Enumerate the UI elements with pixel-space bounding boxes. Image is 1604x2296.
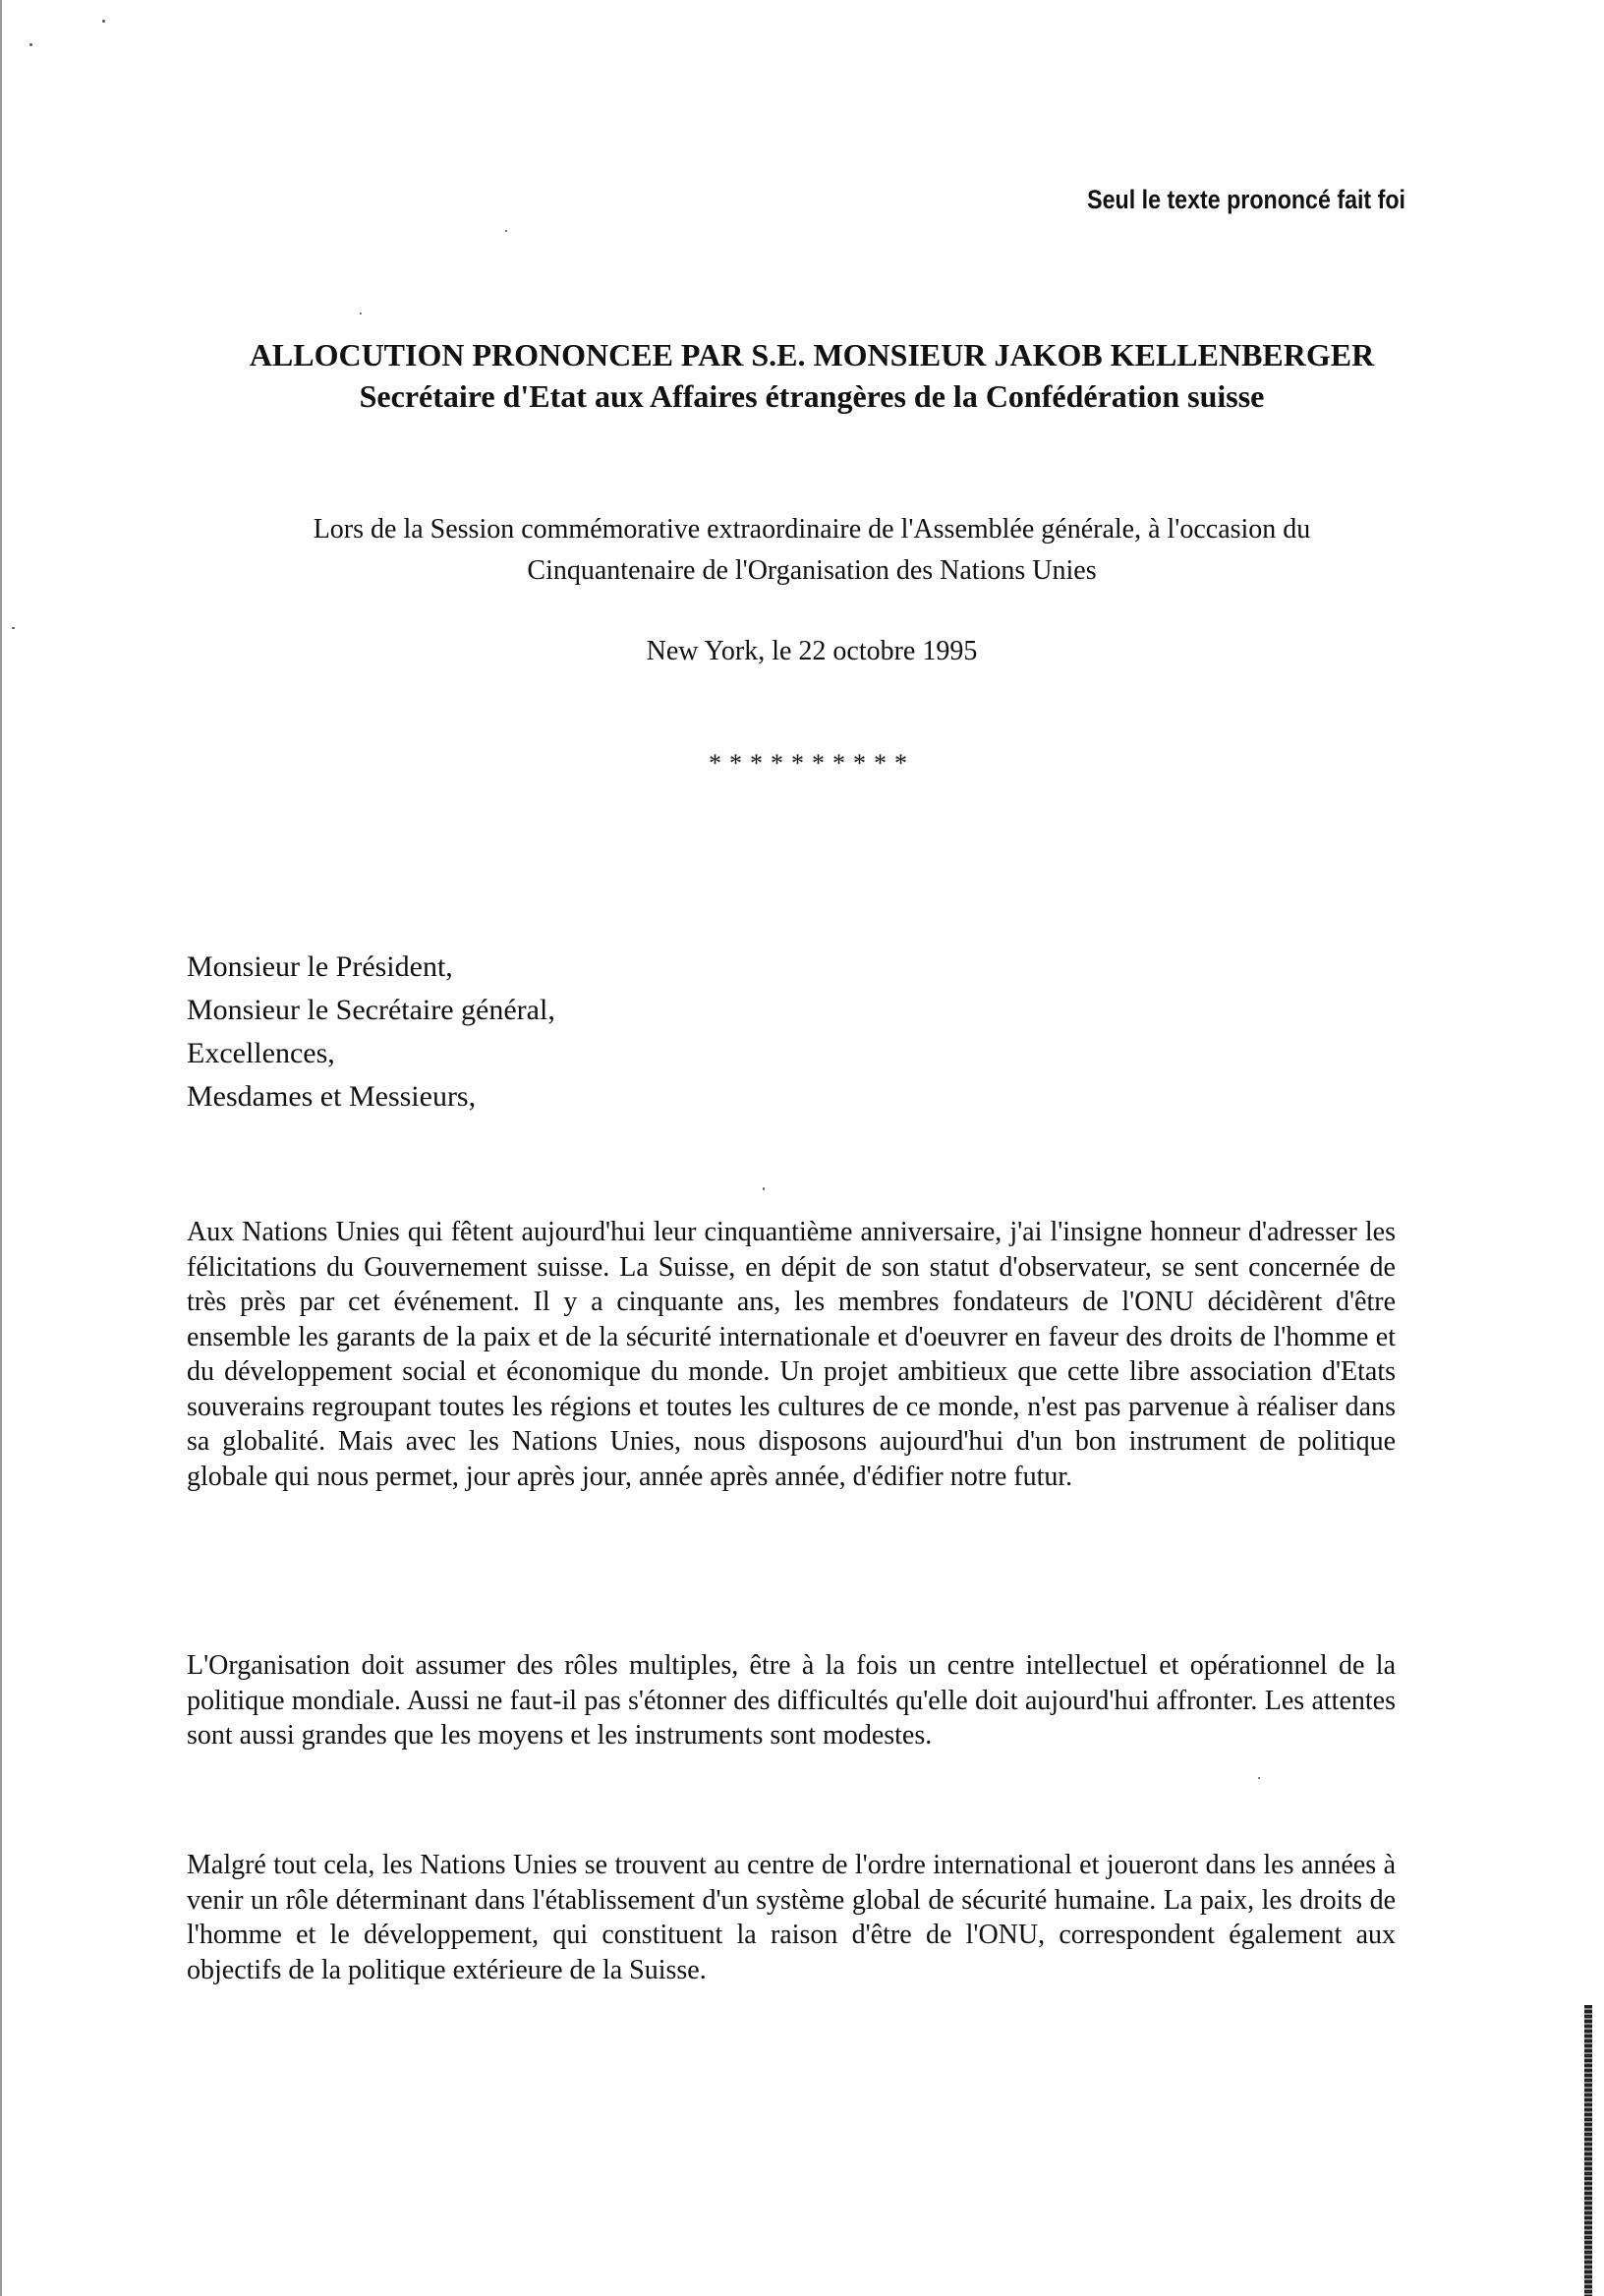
- scan-speck: [12, 627, 15, 629]
- salutation-line: Monsieur le Secrétaire général,: [187, 994, 555, 1026]
- speech-title: [128, 334, 1496, 417]
- scan-speck: [29, 43, 32, 46]
- scan-speck: [360, 313, 362, 315]
- scan-speck: [763, 1187, 765, 1190]
- occasion-line: Lors de la Session commémorative extraordinaire de l'Assemblée générale, à l'occasion du: [313, 514, 1311, 545]
- body-paragraph: L'Organisation doit assumer des rôles multiples, être à la fois un centre intellectuel et opérationnel de la politique mondiale. Aussi ne faut-il pas s'étonner des difficultés qu'elle doit aujourd'hui affronter. Les attentes sont aussi grandes que les moyens et les instruments sont modestes.: [187, 1650, 1396, 1751]
- scan-speck: [505, 230, 507, 232]
- dateline: New York, le 22 octobre 1995: [646, 636, 978, 666]
- body-paragraph: Aux Nations Unies qui fêtent aujourd'hui leur cinquantième anniversaire, j'ai l'insigne honneur d'adresser les félicitations du Gouvernement suisse. La Suisse, en dépit de son statut d'observateur, se sent concernée de très près par cet événement. Il y a cinquante ans, les membres fondateurs de l'ONU décidèrent d'être ensemble les garants de la paix et de la sécurité internationale et d'oeuvrer en faveur des droits de l'homme et du développement social et économique du monde. Un projet ambitieux que cette libre association d'Etats souverains regroupant toutes les régions et toutes les cultures de ce monde, n'est pas parvenue à réaliser dans sa globalité. Mais avec les Nations Unies, nous disposons aujourd'hui d'un bon instrument de politique globale qui nous permet, jour après jour, année après année, d'édifier notre futur.: [187, 1217, 1396, 1492]
- title-speaker-line: ALLOCUTION PRONONCEE PAR S.E. MONSIEUR JAKOB KELLENBERGER: [249, 337, 1375, 373]
- salutation-line: Monsieur le Président,: [187, 950, 453, 983]
- salutation-block: [187, 946, 555, 1119]
- salutation-line: Excellences,: [187, 1037, 335, 1069]
- body-paragraph: Malgré tout cela, les Nations Unies se trouvent au centre de l'ordre international et joueront dans les années à venir un rôle déterminant dans l'établissement d'un système global de sécurité humaine. La paix, les droits de l'homme et le développement, qui constituent la raison d'être de l'ONU, correspondent également aux objectifs de la politique extérieure de la Suisse.: [187, 1850, 1396, 1985]
- occasion-text: [128, 509, 1496, 592]
- title-function-line: Secrétaire d'Etat aux Affaires étrangères de la Confédération suisse: [359, 378, 1265, 414]
- scan-speck: [102, 20, 105, 23]
- separator-stars: **********: [709, 749, 915, 777]
- scan-left-edge: [0, 0, 2, 2296]
- occasion-line: Cinquantenaire de l'Organisation des Nations Unies: [527, 555, 1097, 586]
- salutation-line: Mesdames et Messieurs,: [187, 1080, 477, 1113]
- scan-right-edge-noise: [1584, 2005, 1592, 2296]
- authenticity-note: Seul le texte prononcé fait foi: [1087, 185, 1405, 214]
- scan-speck: [1258, 1777, 1260, 1779]
